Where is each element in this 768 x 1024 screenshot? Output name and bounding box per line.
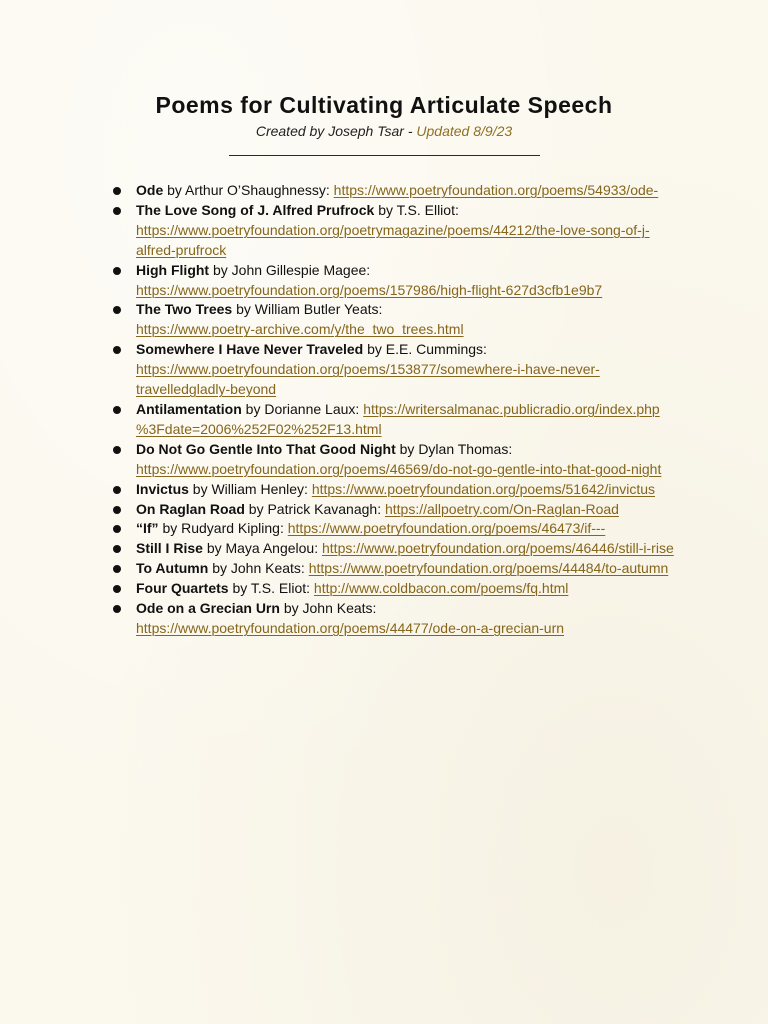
poem-title: Four Quartets bbox=[136, 580, 229, 597]
poem-list-item bbox=[136, 340, 674, 400]
poem-title: Still I Rise bbox=[136, 540, 203, 557]
poem-author: by Dylan Thomas: bbox=[399, 440, 513, 457]
poem-link-text[interactable]: https://www.poetryfoundation.org/poems/157986/high-flight-627d3cfb1e9b7 bbox=[136, 281, 603, 298]
title-divider bbox=[229, 155, 540, 156]
poem-link-text[interactable]: https://www.poetryfoundation.org/poems/44484/to-autumn bbox=[308, 560, 669, 577]
poem-author: by T.S. Eliot: bbox=[232, 580, 311, 597]
poem-link-text[interactable]: https://writersalmanac.publicradio.org/index.php bbox=[363, 400, 660, 417]
poem-list-item bbox=[136, 400, 674, 440]
poem-link-text[interactable]: https://www.poetryfoundation.org/poems/51642/invictus bbox=[311, 480, 656, 497]
poem-list-item bbox=[136, 500, 674, 520]
poem-author: by William Butler Yeats: bbox=[236, 301, 383, 318]
poem-list-item bbox=[136, 181, 674, 201]
bullet-icon bbox=[113, 207, 121, 215]
poem-author: by John Keats: bbox=[212, 560, 305, 577]
poem-link-text[interactable]: travelledgladly-beyond bbox=[136, 381, 277, 398]
poem-link-text[interactable]: https://allpoetry.com/On-Raglan-Road bbox=[384, 500, 619, 517]
poem-list-item bbox=[136, 261, 674, 301]
poem-title: “If” bbox=[136, 520, 159, 537]
poem-link-text[interactable]: https://www.poetryfoundation.org/poems/44477/ode-on-a-grecian-urn bbox=[136, 619, 565, 636]
poem-link-text[interactable]: %3Fdate=2006%252F02%252F13.html bbox=[136, 420, 382, 437]
poem-title: Invictus bbox=[136, 480, 189, 497]
bullet-icon bbox=[113, 605, 121, 613]
page-title: Poems for Cultivating Articulate Speech bbox=[155, 92, 613, 118]
poem-link-text[interactable]: https://www.poetryfoundation.org/poems/54933/ode- bbox=[333, 182, 659, 198]
poem-title: Antilamentation bbox=[136, 400, 242, 417]
poem-link[interactable] bbox=[136, 620, 564, 636]
poem-link[interactable] bbox=[136, 461, 661, 477]
poem-author: by Rudyard Kipling: bbox=[162, 520, 284, 537]
poem-title: Ode bbox=[136, 182, 164, 198]
poem-title: High Flight bbox=[136, 261, 210, 278]
poem-title: Do Not Go Gentle Into That Good Night bbox=[136, 440, 396, 457]
bullet-icon bbox=[113, 585, 121, 593]
poem-link-text[interactable]: https://www.poetryfoundation.org/poems/153877/somewhere-i-have-never- bbox=[136, 361, 600, 378]
poem-list-item bbox=[136, 579, 674, 599]
poem-list-item bbox=[136, 201, 674, 261]
poem-author: by Maya Angelou: bbox=[206, 540, 319, 557]
poem-author: by T.S. Elliot: bbox=[378, 201, 459, 218]
poem-link[interactable] bbox=[136, 361, 600, 397]
poem-list-item bbox=[136, 440, 674, 480]
poem-title: On Raglan Road bbox=[136, 500, 245, 517]
poem-link[interactable] bbox=[314, 580, 568, 596]
poem-link[interactable] bbox=[136, 282, 602, 298]
bullet-icon bbox=[113, 187, 121, 195]
poem-link-text[interactable]: https://www.poetryfoundation.org/poems/46473/if--- bbox=[287, 520, 606, 537]
poem-title: The Love Song of J. Alfred Prufrock bbox=[136, 201, 375, 218]
poem-title: The Two Trees bbox=[136, 301, 233, 318]
bullet-icon bbox=[113, 486, 121, 494]
poem-link-text[interactable]: https://www.poetryfoundation.org/poetrymagazine/poems/44212/the-love-song-of-j- bbox=[136, 221, 650, 238]
poem-list-item bbox=[136, 300, 674, 340]
poem-link[interactable] bbox=[312, 481, 655, 497]
poem-link[interactable] bbox=[309, 560, 669, 576]
poem-link-text[interactable]: https://www.poetryfoundation.org/poems/46446/still-i-rise bbox=[322, 540, 674, 557]
bullet-icon bbox=[113, 346, 121, 354]
bullet-icon bbox=[113, 306, 121, 314]
poem-author: by Dorianne Laux: bbox=[245, 400, 360, 417]
poem-list bbox=[136, 181, 674, 639]
poem-title: Ode on a Grecian Urn bbox=[136, 600, 280, 617]
bullet-icon bbox=[113, 446, 121, 454]
bullet-icon bbox=[113, 406, 121, 414]
poem-author: by Patrick Kavanagh: bbox=[248, 500, 382, 517]
poem-title: To Autumn bbox=[136, 560, 209, 577]
bullet-icon bbox=[113, 565, 121, 573]
poem-title: Somewhere I Have Never Traveled bbox=[136, 341, 364, 358]
poem-list-item bbox=[136, 559, 674, 579]
poem-list-item bbox=[136, 519, 674, 539]
poem-author: by E.E. Cummings: bbox=[367, 341, 487, 358]
bullet-icon bbox=[113, 506, 121, 514]
poem-list-item bbox=[136, 480, 674, 500]
poem-author: by John Keats: bbox=[283, 600, 377, 617]
poem-link-text[interactable]: alfred-prufrock bbox=[136, 241, 227, 258]
poem-link[interactable] bbox=[136, 321, 464, 337]
bullet-icon bbox=[113, 545, 121, 553]
poem-link-text[interactable]: http://www.coldbacon.com/poems/fq.html bbox=[313, 580, 569, 597]
byline bbox=[0, 121, 768, 141]
poem-author: by William Henley: bbox=[192, 480, 308, 497]
updated-date: Updated 8/9/23 bbox=[416, 123, 513, 139]
poem-link[interactable] bbox=[385, 501, 619, 517]
author-credit: Created by Joseph Tsar - bbox=[255, 123, 413, 139]
poem-list-item bbox=[136, 539, 674, 559]
poem-link-text[interactable]: https://www.poetryfoundation.org/poems/46569/do-not-go-gentle-into-that-good-night bbox=[136, 460, 662, 477]
poem-author: by Arthur O’Shaughnessy: bbox=[167, 182, 330, 198]
poem-list-item bbox=[136, 599, 674, 639]
poem-link[interactable] bbox=[322, 540, 674, 556]
poem-link[interactable] bbox=[288, 520, 606, 536]
poem-link-text[interactable]: https://www.poetry-archive.com/y/the_two_trees.html bbox=[136, 321, 464, 338]
bullet-icon bbox=[113, 525, 121, 533]
bullet-icon bbox=[113, 267, 121, 275]
poem-author: by John Gillespie Magee: bbox=[212, 261, 371, 278]
poem-link[interactable] bbox=[136, 222, 650, 258]
poem-link[interactable] bbox=[334, 182, 659, 198]
